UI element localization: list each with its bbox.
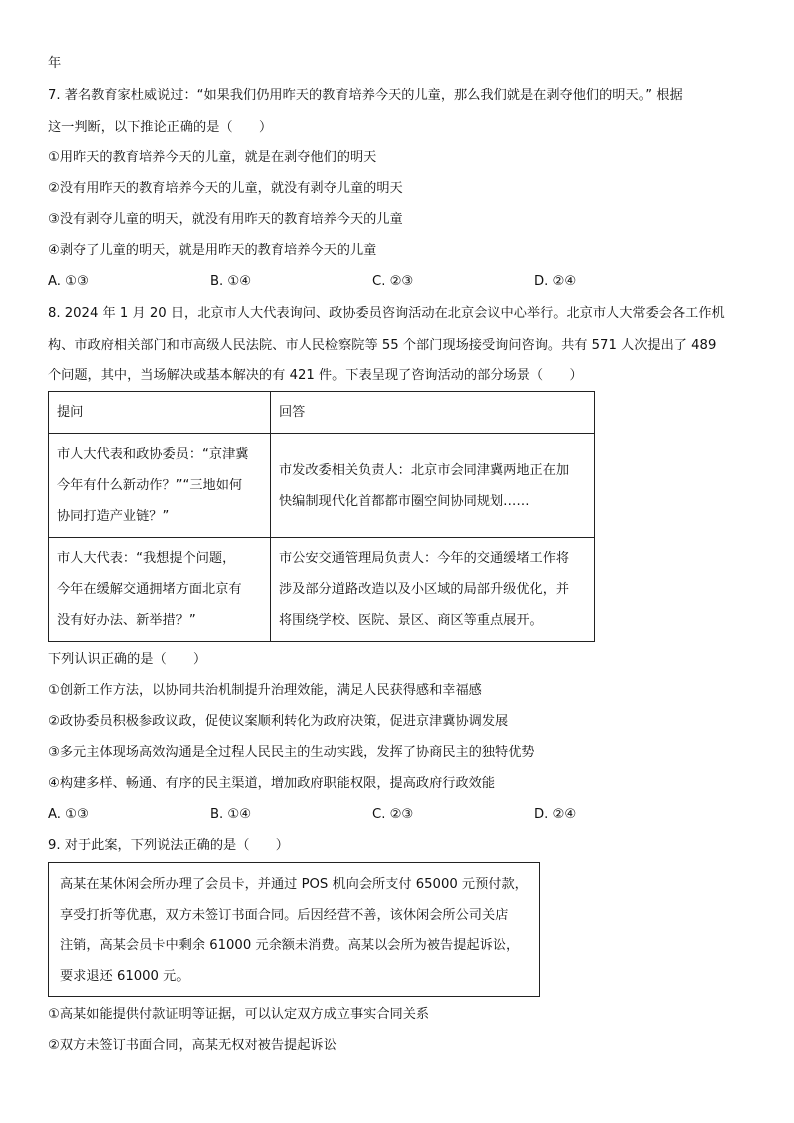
q7-option-b: B. ①④ [210, 274, 252, 289]
q8-options [48, 805, 748, 825]
table-row [49, 434, 595, 538]
q8-stem-line-2: 构、市政府相关部门和市高级人民法院、市人民检察院等 55 个部门现场接受询问咨询。共有 571 人次提出了 489 [48, 338, 717, 353]
q7-stem-line-2: 这一判断，以下推论正确的是（ ） [48, 120, 273, 135]
q8-statement-1: ①创新工作方法，以协同共治机制提升治理效能，满足人民获得感和幸福感 [48, 683, 482, 698]
q9-statement-2: ②双方未签订书面合同，高某无权对被告提起诉讼 [48, 1038, 337, 1053]
q8-prompt: 下列认识正确的是（ ） [48, 652, 207, 667]
case-line: 注销，高某会员卡中剩余 61000 元余额未消费。高某以会所为被告提起诉讼， [60, 938, 520, 953]
q8-stem-line-3: 个问题，其中，当场解决或基本解决的有 421 件。下表呈现了咨询活动的部分场景（ ） [48, 368, 583, 383]
q7-option-d: D. ②④ [534, 274, 577, 289]
cell-line: 涉及部分道路改造以及小区域的局部升级优化，并 [279, 582, 570, 597]
q7-options [48, 272, 748, 292]
q7-statement-4: ④剥夺了儿童的明天，就是用昨天的教育培养今天的儿童 [48, 243, 377, 258]
cell-line: 市人大代表：“我想提个问题， [57, 551, 236, 566]
table-cell-answer [271, 434, 595, 538]
case-line: 享受打折等优惠，双方未签订书面合同。后因经营不善，该休闲会所公司关店 [60, 907, 509, 923]
cell-line: 市发改委相关负责人：北京市会同津冀两地正在加 [279, 462, 570, 478]
table-cell-answer [271, 538, 595, 642]
q7-stem-line-1: 7. 著名教育家杜威说过：“如果我们仍用昨天的教育培养今天的儿童，那么我们就是在剥夺他们的明天。” 根据 [48, 88, 683, 103]
q7-statement-3: ③没有剥夺儿童的明天，就没有用昨天的教育培养今天的儿童 [48, 212, 403, 227]
q8-statement-2: ②政协委员积极参政议政，促使议案顺利转化为政府决策，促进京津冀协调发展 [48, 714, 509, 729]
q7-option-c: C. ②③ [372, 274, 414, 289]
q7-statement-2: ②没有用昨天的教育培养今天的儿童，就没有剥夺儿童的明天 [48, 181, 403, 196]
cell-line: 市公安交通管理局负责人：今年的交通缓堵工作将 [279, 551, 570, 566]
cell-line: 没有好办法、新举措？” [57, 613, 196, 628]
q8-stem-line-1: 8. 2024 年 1 月 20 日，北京市人大代表询问、政协委员咨询活动在北京会议中心举行。北京市人大常委会各工作机 [48, 306, 725, 321]
q9-stem: 9. 对于此案，下列说法正确的是（ ） [48, 838, 289, 853]
q8-option-c: C. ②③ [372, 807, 414, 822]
case-line: 要求退还 61000 元。 [60, 968, 190, 984]
cell-line: 今年在缓解交通拥堵方面北京有 [57, 582, 242, 597]
table-cell-question [49, 434, 271, 538]
q8-statement-3: ③多元主体现场高效沟通是全过程人民民主的生动实践，发挥了协商民主的独特优势 [48, 745, 535, 760]
cell-line: 今年有什么新动作？”“三地如何 [57, 478, 243, 493]
q7-statement-1: ①用昨天的教育培养今天的儿童，就是在剥夺他们的明天 [48, 150, 377, 165]
table-row [49, 538, 595, 642]
q8-option-a: A. ①③ [48, 807, 89, 822]
cell-line: 协同打造产业链？” [57, 509, 170, 524]
q8-option-b: B. ①④ [210, 807, 252, 822]
table-header-question: 提问 [49, 392, 271, 434]
cell-line: 快编制现代化首都都市圈空间协同规划…… [279, 493, 530, 509]
case-line: 高某在某休闲会所办理了会员卡，并通过 POS 机向会所支付 65000 元预付款， [60, 877, 528, 892]
q8-statement-4: ④构建多样、畅通、有序的民主渠道，增加政府职能权限，提高政府行政效能 [48, 776, 496, 791]
case-box [48, 862, 540, 997]
consultation-table [48, 391, 595, 642]
cell-line: 将围绕学校、医院、景区、商区等重点展开。 [279, 613, 543, 628]
page-fragment-text: 年 [48, 56, 62, 71]
q8-option-d: D. ②④ [534, 807, 577, 822]
table-cell-question [49, 538, 271, 642]
table-header-row [49, 392, 595, 434]
q9-statement-1: ①高某如能提供付款证明等证据，可以认定双方成立事实合同关系 [48, 1007, 430, 1022]
q7-option-a: A. ①③ [48, 274, 89, 289]
table-header-answer: 回答 [271, 392, 595, 434]
cell-line: 市人大代表和政协委员：“京津冀 [57, 447, 249, 462]
